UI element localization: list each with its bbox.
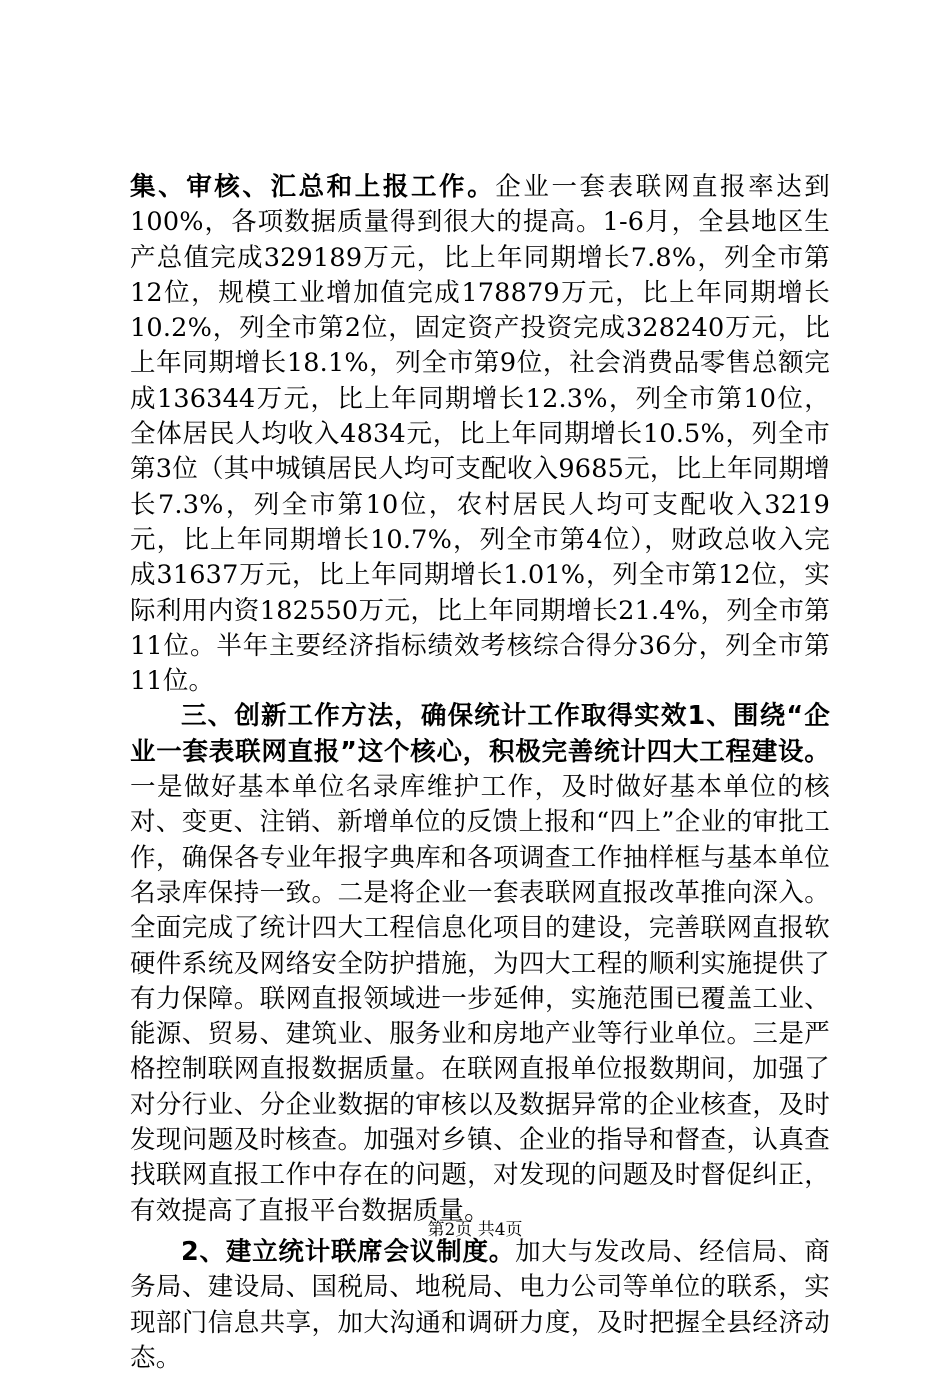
document-body (130, 170, 830, 1376)
paragraph-joint-meeting (130, 1235, 830, 1376)
subsection-heading: 2、建立统计联席会议制度。 (181, 1236, 516, 1267)
paragraph-lead: 集、审核、汇总和上报工作。 (130, 172, 496, 202)
page-number-footer: 第2页 共4页 (427, 1220, 523, 1240)
section-heading: 三、创新工作方法，确保统计工作取得实效1、围绕“企业一套表联网直报”这个核心，积极完善统计四大工程建设。 (130, 701, 830, 767)
paragraph-text: 加大与发改局、经信局、商务局、建设局、国税局、地税局、电力公司等单位的联系，实现部门信息共享，加大沟通和调研力度，及时把握全县经济动态。 (130, 1236, 830, 1373)
paragraph-innovation-methods (130, 699, 830, 1228)
paragraph-text: 企业一套表联网直报率达到100%，各项数据质量得到很大的提高。1-6月，全县地区生产总值完成329189万元，比上年同期增长7.8%，列全市第12位，规模工业增加值完成178879万元，比上年同期增长10.2%，列全市第2位，固定资产投资完成328240万元，比上年同期增长18.1%，列全市第9位，社会消费品零售总额完成136344万元，比上年同期增长12.3%，列全市第10位，全体居民人均收入4834元，比上年同期增长10.5%，列全市第3位（其中城镇居民人均可支配收入9685元，比上年同期增长7.3%，列全市第10位，农村居民人均可支配收入3219元，比上年同期增长10.7%，列全市第4位），财政总收入完成31637万元，比上年同期增长1.01%，列全市第12位，实际利用内资182550万元，比上年同期增长21.4%，列全市第11位。半年主要经济指标绩效考核综合得分36分，列全市第11位。 (130, 172, 830, 697)
paragraph-text: 一是做好基本单位名录库维护工作，及时做好基本单位的核对、变更、注销、新增单位的反馈上报和“四上”企业的审批工作，确保各专业年报字典库和各项调查工作抽样框与基本单位名录库保持一致。二是将企业一套表联网直报改革推向深入。全面完成了统计四大工程信息化项目的建设，完善联网直报软硬件系统及网络安全防护措施，为四大工程的顺利实施提供了有力保障。联网直报领域进一步延伸，实施范围已覆盖工业、能源、贸易、建筑业、服务业和房地产业等行业单位。三是严格控制联网直报数据质量。在联网直报单位报数期间，加强了对分行业、分企业数据的审核以及数据异常的企业核查，及时发现问题及时核查。加强对乡镇、企业的指导和督查，认真查找联网直报工作中存在的问题，对发现的问题及时督促纠正，有效提高了直报平台数据质量。 (130, 772, 830, 1226)
paragraph-statistics-results (130, 170, 830, 699)
